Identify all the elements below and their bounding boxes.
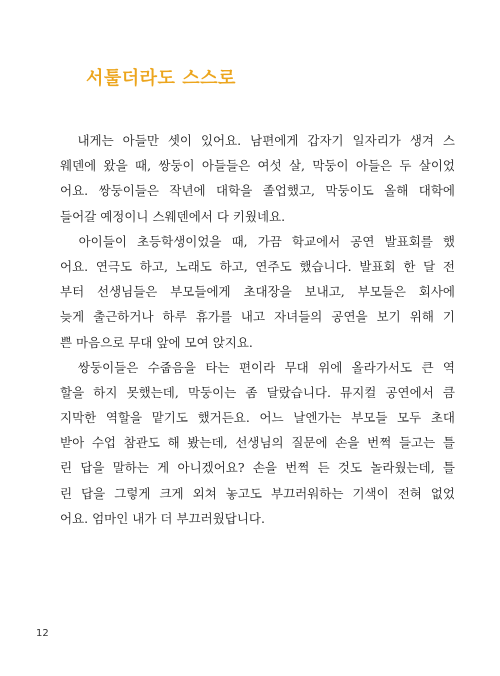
section-title: 서툴더라도 스스로: [86, 68, 236, 89]
text-line: 내게는 아들만 셋이 있어요. 남편에게 갑자기 일자리가 생겨 스: [60, 133, 455, 148]
text-line: 쌍둥이들은 수줍음을 타는 편이라 무대 위에 올라가서도 큰 역: [60, 359, 455, 375]
paragraph-3: [60, 355, 455, 531]
page-number: 12: [36, 628, 49, 639]
text-line: 받아 수업 참관도 해 봤는데, 선생님의 질문에 손을 번쩍 들고는 틀: [60, 435, 455, 451]
text-line: 할을 하지 못했는데, 막둥이는 좀 달랐습니다. 뮤지컬 공연에서 큼: [60, 384, 455, 400]
text-line: 쁜 마음으로 무대 앞에 모여 앉지요.: [60, 334, 253, 350]
text-line: 어요. 엄마인 내가 더 부끄러웠답니다.: [60, 510, 265, 526]
text-line: 들어갈 예정이니 스웨덴에서 다 키웠네요.: [60, 208, 286, 224]
text-line: 웨덴에 왔을 때, 쌍둥이 아들들은 여섯 살, 막둥이 아들은 두 살이었: [60, 158, 455, 174]
text-line: 아이들이 초등학생이었을 때, 가끔 학교에서 공연 발표회를 했: [60, 233, 455, 249]
text-line: 린 답을 말하는 게 아니겠어요? 손을 번쩍 든 것도 놀라웠는데, 틀: [60, 460, 455, 476]
paragraph-1: [60, 128, 455, 229]
paragraph-2: [60, 229, 455, 355]
text-line: 부터 선생님들은 부모들에게 초대장을 보내고, 부모들은 회사에: [60, 284, 455, 300]
text-line: 어요. 연극도 하고, 노래도 하고, 연주도 했습니다. 발표회 한 달 전: [60, 258, 455, 274]
text-line: 린 답을 그렇게 크게 외쳐 놓고도 부끄러워하는 기색이 전혀 없었: [60, 485, 455, 501]
text-line: 늦게 출근하거나 하루 휴가를 내고 자녀들의 공연을 보기 위해 기: [60, 309, 455, 325]
text-line: 지막한 역할을 맡기도 했거든요. 어느 날엔가는 부모들 모두 초대: [60, 410, 455, 426]
body-text: [60, 128, 455, 531]
text-line: 어요. 쌍둥이들은 작년에 대학을 졸업했고, 막둥이도 올해 대학에: [60, 183, 455, 199]
